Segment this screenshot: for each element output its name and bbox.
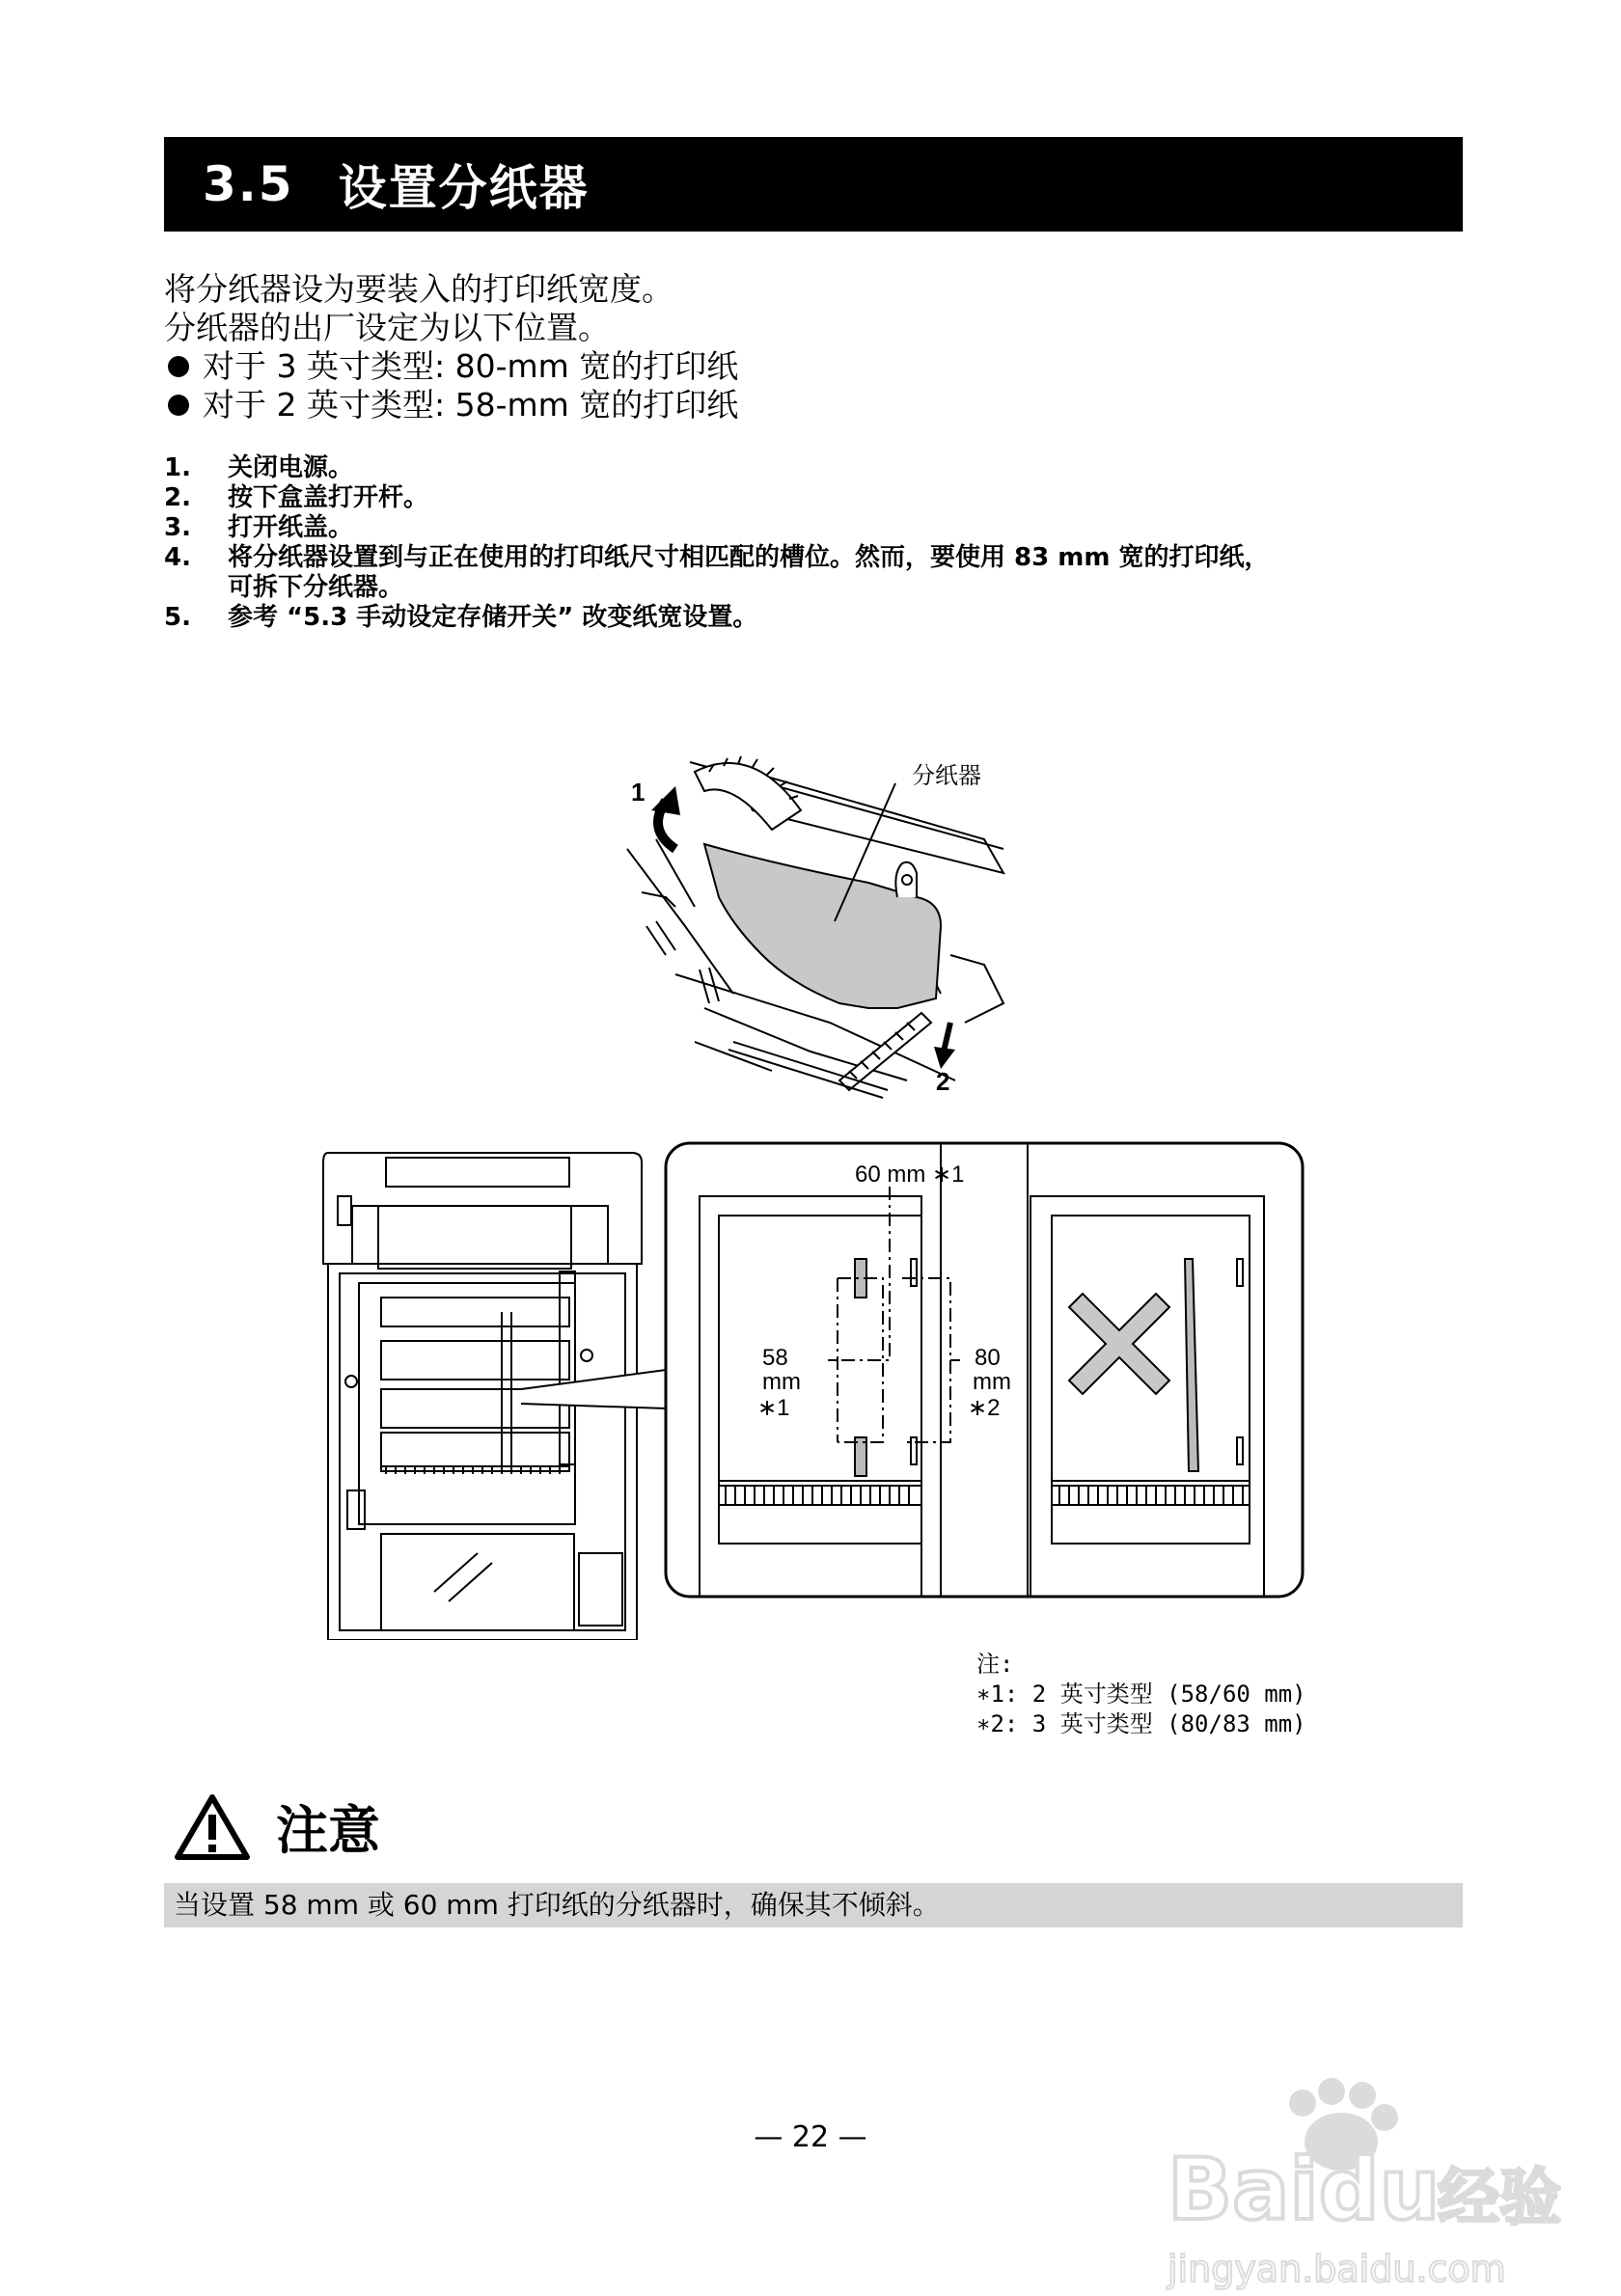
section-title: 设置分纸器 [338, 160, 590, 216]
step-item: 2. 按下盒盖打开杆。 [164, 483, 429, 512]
figure-notes [976, 1650, 1306, 1739]
note-item: ∗2: 3 英寸类型 (80/83 mm) [976, 1710, 1306, 1737]
baidu-watermark-logo [1148, 2064, 1563, 2296]
step-item: 4. 将分纸器设置到与正在使用的打印纸尺寸相匹配的槽位。然而，要使用 83 mm 宽的打印纸， [164, 543, 1270, 572]
warning-triangle-icon [174, 1793, 251, 1861]
down-arrow-icon [944, 1023, 950, 1052]
caution-header [174, 1790, 380, 1864]
intro-line: 分纸器的出厂设定为以下位置。 [164, 309, 610, 346]
bullet-item: 对于 2 英寸类型: 58-mm 宽的打印纸 [164, 386, 738, 424]
arrow-head-icon [934, 1047, 955, 1069]
caution-title: 注意 [276, 1800, 380, 1861]
page-number: — 22 — [754, 2120, 867, 2154]
section-number: 3.5 [203, 156, 294, 212]
step-item: 5. 参考 “5.3 手动设定存储开关” 改变纸宽设置。 [164, 603, 758, 632]
label-80: 80 [975, 1345, 1001, 1371]
svg-text:Baidu: Baidu [1168, 2140, 1441, 2239]
svg-text:jingyan.baidu.com: jingyan.baidu.com [1168, 2248, 1506, 2290]
step-item: 3. 打开纸盖。 [164, 513, 354, 542]
label-60mm: 60 mm ∗1 [855, 1162, 965, 1188]
note-item: ∗1: 2 英寸类型 (58/60 mm) [976, 1681, 1306, 1708]
step-continuation: 可拆下分纸器。 [228, 573, 404, 602]
label-58: 58 [762, 1345, 788, 1371]
notes-heading: 注: [976, 1651, 1014, 1678]
step-item: 1. 关闭电源。 [164, 453, 354, 482]
step-arrow-2-label: 2 [936, 1067, 950, 1096]
caution-text: 当设置 58 mm 或 60 mm 打印纸的分纸器时，确保其不倾斜。 [164, 1883, 1463, 1927]
svg-text:经验: 经验 [1438, 2163, 1561, 2234]
label-80-mm: mm [973, 1369, 1011, 1395]
arrow-head-icon [651, 786, 680, 815]
bullet-item: 对于 3 英寸类型: 80-mm 宽的打印纸 [164, 347, 738, 386]
label-58-note: ∗1 [757, 1395, 790, 1421]
label-80-note: ∗2 [968, 1395, 1001, 1421]
label-58-mm: mm [762, 1369, 801, 1395]
separator-label: 分纸器 [912, 763, 981, 789]
step-arrow-1-label: 1 [631, 778, 646, 806]
intro-line: 将分纸器设为要装入的打印纸宽度。 [164, 270, 673, 308]
